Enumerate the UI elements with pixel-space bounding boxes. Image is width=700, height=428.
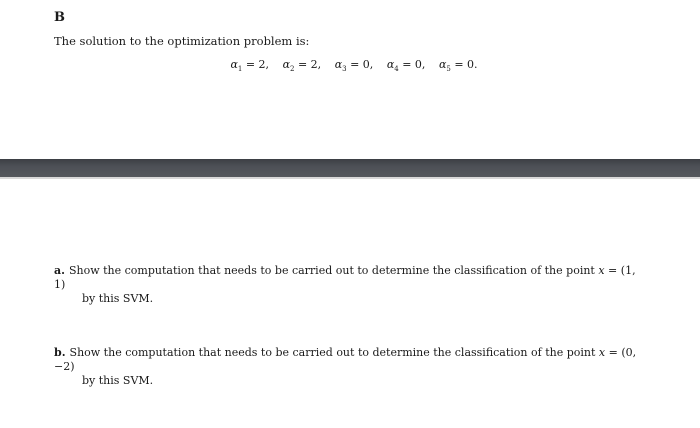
alpha-3-term	[335, 58, 374, 73]
alpha-5-term	[439, 58, 478, 73]
alpha-subscript: 2	[290, 65, 295, 74]
question-text: Show the computation that needs to be carried out to determine the classification of the point	[69, 346, 599, 359]
question-letter: a.	[54, 264, 65, 277]
divider-shadow	[0, 177, 700, 179]
alpha-symbol: α	[334, 58, 343, 71]
alpha-value: = 0,	[398, 58, 426, 71]
intro-text: The solution to the optimization problem is:	[54, 34, 310, 48]
alpha-symbol: α	[282, 58, 290, 71]
question-a	[54, 264, 644, 306]
alpha-subscript: 5	[446, 65, 451, 74]
question-text: Show the computation that needs to be carried out to determine the classification of the point	[68, 264, 599, 277]
alpha-value: = 0,	[346, 58, 374, 71]
question-continuation: by this SVM.	[82, 374, 154, 387]
section-label: B	[54, 10, 65, 25]
alpha-subscript: 1	[237, 65, 243, 74]
question-b	[54, 346, 644, 388]
point-variable: x	[598, 264, 605, 277]
alpha-4-term	[387, 58, 426, 73]
alpha-symbol: α	[230, 58, 238, 71]
alpha-subscript: 3	[342, 65, 347, 74]
alpha-value: = 2,	[294, 58, 322, 71]
question-continuation: by this SVM.	[82, 292, 154, 305]
alpha-solution-equation	[0, 58, 700, 73]
question-letter: b.	[54, 346, 66, 359]
solution-section	[0, 0, 700, 158]
point-variable: x	[598, 346, 606, 359]
point-value: = (1, 1)	[54, 264, 636, 291]
alpha-value: = 0.	[450, 58, 478, 71]
alpha-symbol: α	[438, 58, 447, 71]
alpha-symbol: α	[386, 58, 395, 71]
alpha-subscript: 4	[394, 65, 399, 74]
alpha-2-term	[283, 58, 322, 73]
section-divider-bar	[0, 159, 700, 177]
alpha-1-term	[230, 58, 269, 73]
alpha-value: = 2,	[242, 58, 270, 71]
point-value: = (0, −2)	[54, 346, 637, 373]
